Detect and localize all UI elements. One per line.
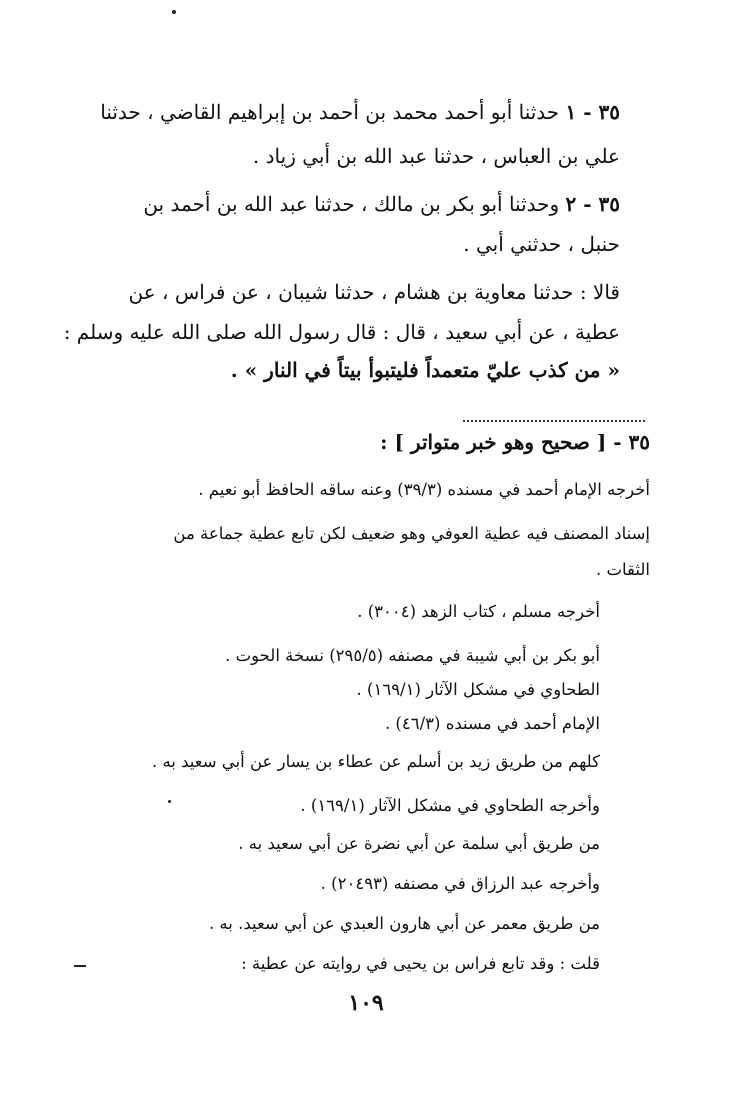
takhrij-line: أخرجه الإمام أحمد في مسنده (٣٩/٣) وعنه ساقه الحافظ أبو نعيم . bbox=[198, 480, 650, 499]
takhrij-heading: ٣٥ - [ صحيح وهو خبر متواتر ] : bbox=[380, 430, 650, 454]
hadith-1-line-1 bbox=[100, 100, 620, 124]
takhrij-line: الثقات . bbox=[596, 560, 650, 579]
hadith-1-line-2: علي بن العباس ، حدثنا عبد الله بن أبي زياد . bbox=[252, 144, 620, 168]
takhrij-line: من طريق معمر عن أبي هارون العبدي عن أبي سعيد. به . bbox=[208, 914, 600, 933]
hadith-1-text: حدثنا أبو أحمد محمد بن أحمد بن إبراهيم القاضي ، حدثنا bbox=[100, 100, 560, 124]
hadith-2-number: ٣٥ - ٢ bbox=[565, 192, 620, 216]
scan-speck bbox=[168, 800, 171, 803]
takhrij-line: الإمام أحمد في مسنده (٤٦/٣) . bbox=[384, 714, 600, 733]
footnote-separator bbox=[463, 420, 645, 422]
takhrij-line: وأخرجه الطحاوي في مشكل الآثار (١٦٩/١) . bbox=[300, 796, 600, 815]
margin-mark bbox=[74, 965, 86, 967]
hadith-matn: « من كذب عليّ متعمداً فليتبوأ بيتاً في النار » . bbox=[230, 358, 620, 382]
takhrij-line: الطحاوي في مشكل الآثار (١٦٩/١) . bbox=[356, 680, 600, 699]
shared-line-2: عطية ، عن أبي سعيد ، قال : قال رسول الله صلى الله عليه وسلم : bbox=[63, 320, 620, 344]
takhrij-line: من طريق أبي سلمة عن أبي نضرة عن أبي سعيد به . bbox=[238, 834, 600, 853]
hadith-2-line-2: حنبل ، حدثني أبي . bbox=[463, 232, 620, 256]
shared-line-1: قالا : حدثنا معاوية بن هشام ، حدثنا شيبان ، عن فراس ، عن bbox=[128, 280, 620, 304]
takhrij-line: وأخرجه عبد الرزاق في مصنفه (٢٠٤٩٣) . bbox=[320, 874, 600, 893]
takhrij-line: إسناد المصنف فيه عطية العوفي وهو ضعيف لكن تابع عطية جماعة من bbox=[173, 524, 650, 543]
page-number: ١٠٩ bbox=[348, 990, 384, 1016]
hadith-2-text: وحدثنا أبو بكر بن مالك ، حدثنا عبد الله بن أحمد بن bbox=[143, 192, 560, 216]
hadith-1-number: ٣٥ - ١ bbox=[565, 100, 620, 124]
takhrij-line: قلت : وقد تابع فراس بن يحيى في روايته عن عطية : bbox=[241, 954, 600, 973]
hadith-2-line-1 bbox=[143, 192, 620, 216]
scan-speck bbox=[172, 10, 176, 14]
takhrij-line: أخرجه مسلم ، كتاب الزهد (٣٠٠٤) . bbox=[357, 602, 600, 621]
takhrij-line: أبو بكر بن أبي شيبة في مصنفه (٢٩٥/٥) نسخة الحوت . bbox=[225, 646, 600, 665]
takhrij-line: كلهم من طريق زيد بن أسلم عن عطاء بن يسار عن أبي سعيد به . bbox=[151, 752, 600, 771]
